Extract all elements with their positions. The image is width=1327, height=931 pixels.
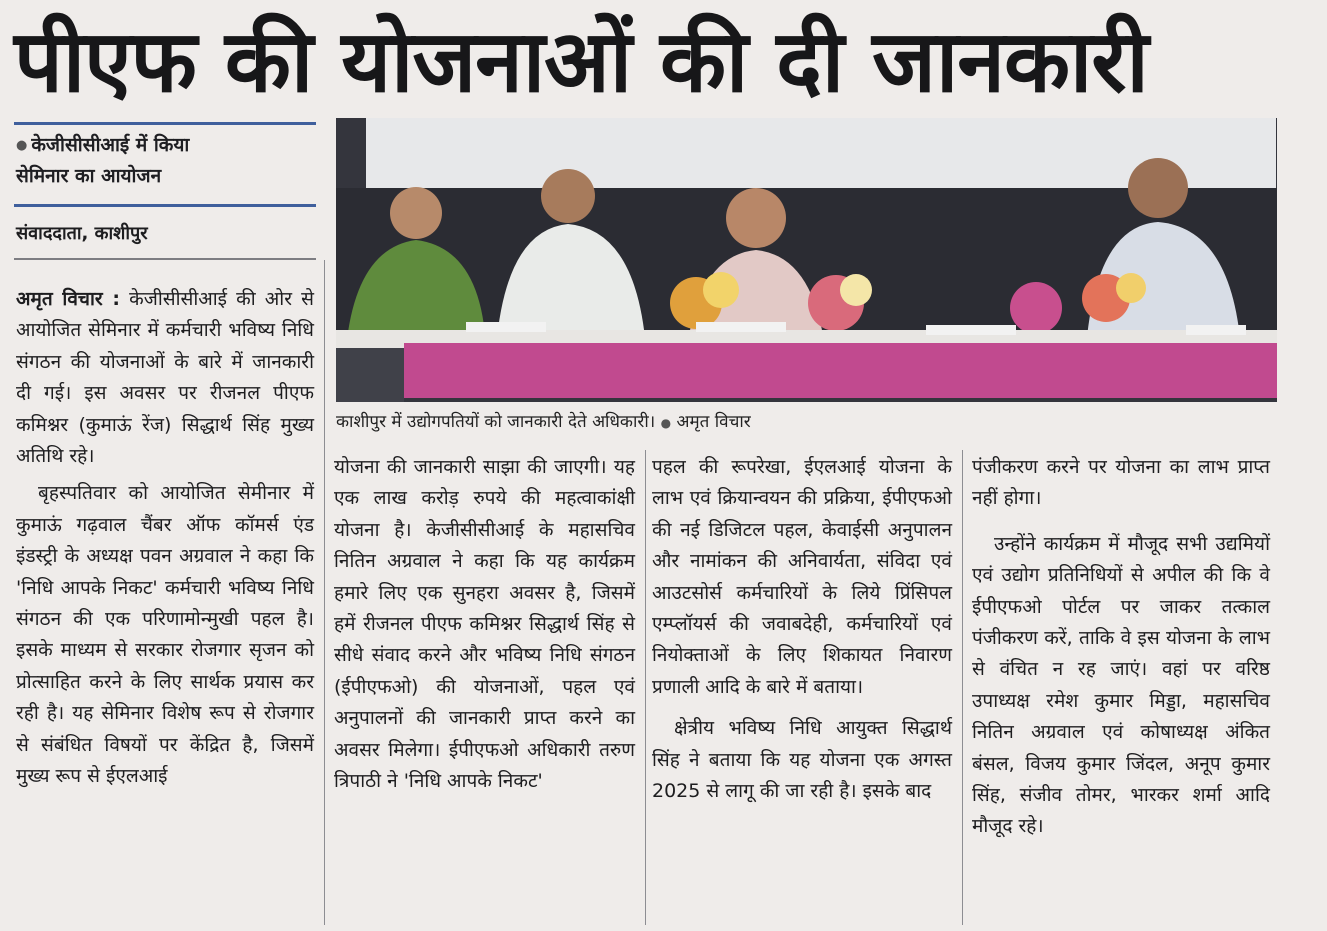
column-1-paragraph-1 — [16, 284, 314, 472]
dateline: अमृत विचार : — [16, 288, 120, 310]
event-photo — [336, 118, 1277, 402]
column-divider-3 — [962, 450, 963, 925]
article-column-3 — [652, 452, 952, 807]
subhead-bottom-rule — [14, 204, 316, 207]
photo-credit: अमृत विचार — [676, 412, 751, 432]
column-2-paragraph-1: योजना की जानकारी साझा की जाएगी। यह एक लाख करोड़ रुपये की महत्वाकांक्षी योजना है। केजीसीसीआई के महासचिव नितिन अग्रवाल ने कहा कि यह कार्यक्रम हमारे लिए एक सुनहरा अवसर है, जिसमें हमें रीजनल पीएफ कमिश्नर सिद्धार्थ सिंह से सीधे संवाद करने और भविष्य निधि संगठन (ईपीएफओ) की योजनाओं, पहल एवं अनुपालनों की जानकारी प्राप्त करने का अवसर मिलेगा। ईपीएफओ अधिकारी तरुण त्रिपाठी ने 'निधि आपके निकट' — [334, 456, 635, 793]
column-divider-2 — [645, 450, 646, 925]
article-column-2 — [334, 452, 635, 797]
subhead-line-1-text: केजीसीसीआई में किया — [31, 134, 190, 156]
photo-caption-text: काशीपुर में उद्योगपतियों को जानकारी देते अधिकारी। — [336, 412, 656, 432]
article-column-1 — [16, 284, 314, 793]
photo-caption — [336, 404, 1277, 440]
article-column-4 — [972, 452, 1270, 843]
column-1-paragraph-1-text: केजीसीसीआई की ओर से आयोजित सेमिनार में कर्मचारी भविष्य निधि संगठन की योजनाओं के बारे में जानकारी दी गई। इस अवसर पर रीजनल पीएफ कमिश्नर (कुमाऊं रेंज) सिद्धार्थ सिंह मुख्य अतिथि रहे। — [16, 288, 314, 468]
subhead-top-rule — [14, 122, 316, 125]
column-4-paragraph-1: पंजीकरण करने पर योजना का लाभ प्राप्त नहीं होगा। — [972, 456, 1270, 510]
column-3-paragraph-2: क्षेत्रीय भविष्य निधि आयुक्त सिद्धार्थ सिंह ने बताया कि यह योजना एक अगस्त 2025 से लागू की जा रही है। इसके बाद — [652, 717, 952, 803]
column-3-paragraph-1: पहल की रूपरेखा, ईएलआई योजना के लाभ एवं क्रियान्वयन की प्रक्रिया, ईपीएफओ की नई डिजिटल पहल, केवाईसी अनुपालन और नामांकन की अनिवार्यता, संविदा एवं आउटसोर्स कर्मचारियों के लिये प्रिंसिपल एम्प्लॉयर्स की जवाबदेही, कर्मचारियों एवं नियोक्ताओं के लिए शिकायत निवारण प्रणाली आदि के बारे में बताया। — [652, 456, 952, 698]
caption-bullet-icon: ● — [660, 416, 672, 430]
byline-bottom-rule — [14, 258, 316, 260]
bullet-icon: ● — [16, 137, 28, 153]
byline: संवाददाता, काशीपुर — [16, 223, 148, 244]
subhead-line-2: सेमिनार का आयोजन — [16, 164, 162, 187]
column-4-paragraph-2: उन्होंने कार्यक्रम में मौजूद सभी उद्यमियों एवं उद्योग प्रतिनिधियों से अपील की कि वे ईपीएफओ पोर्टल पर जाकर तत्काल पंजीकरण करें, ताकि वे इस योजना के लाभ से वंचित न रह जाएं। वहां पर वरिष्ठ उपाध्यक्ष रमेश कुमार मिड्डा, महासचिव नितिन अग्रवाल एवं कोषाध्यक्ष अंकित बंसल, विजय कुमार जिंदल, अनूप कुमार सिंह, संजीव तोमर, भारकर शर्मा आदि मौजूद रहे। — [972, 532, 1270, 838]
column-1-paragraph-2: बृहस्पतिवार को आयोजित सेमीनार में कुमाऊं गढ़वाल चैंबर ऑफ कॉमर्स एंड इंडस्ट्री के अध्यक्ष पवन अग्रवाल ने कहा कि 'निधि आपके निकट' कर्मचारी भविष्य निधि संगठन की एक परिणामोन्मुखी पहल है। इसके माध्यम से सरकार रोजगार सृजन को प्रोत्साहित करने के लिए सार्थक प्रयास कर रही है। यह सेमिनार विशेष रूप से रोजगार से संबंधित विषयों पर केंद्रित है, जिसमें मुख्य रूप से ईएलआई — [16, 482, 314, 788]
subhead-line-1 — [16, 130, 316, 161]
column-divider-1 — [324, 260, 325, 925]
subhead — [16, 130, 316, 191]
headline: पीएफ की योजनाओं की दी जानकारी — [14, 12, 1148, 112]
event-photo-illustration — [336, 118, 1277, 402]
